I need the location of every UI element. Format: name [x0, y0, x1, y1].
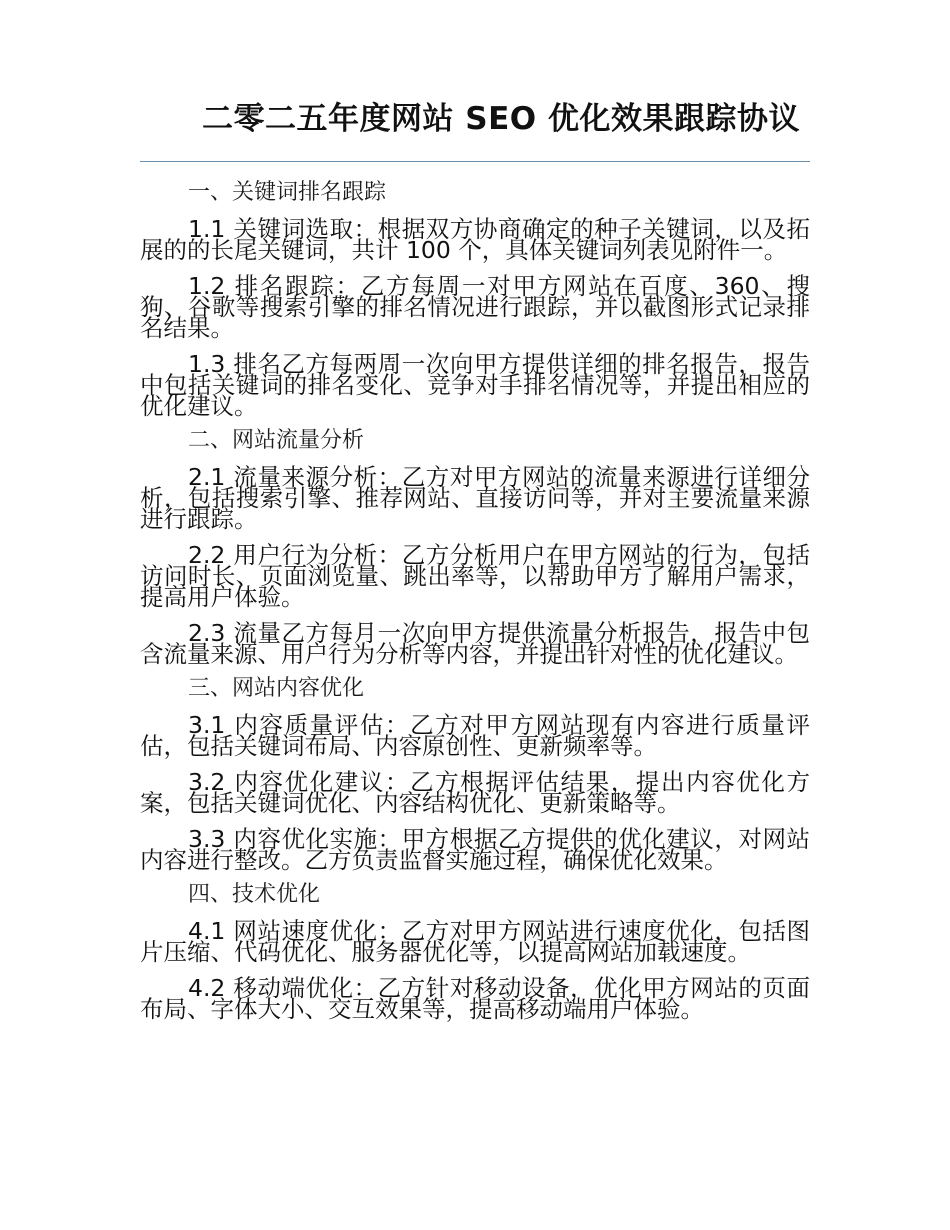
paragraph: 2.1 流量来源分析：乙方对甲方网站的流量来源进行详细分析，包括搜索引擎、推荐网站、直接访问等，并对主要流量来源进行跟踪。	[140, 463, 810, 533]
paragraph: 3.1 内容质量评估：乙方对甲方网站现有内容进行质量评估，包括关键词布局、内容原创性、更新频率等。	[140, 711, 810, 760]
section-heading: 四、技术优化	[188, 882, 321, 907]
paragraph: 1.2 排名跟踪：乙方每周一对甲方网站在百度、360、搜狗、谷歌等搜索引擎的排名情况进行跟踪，并以截图形式记录排名结果。	[140, 272, 810, 342]
paragraph: 3.2 内容优化建议：乙方根据评估结果，提出内容优化方案，包括关键词优化、内容结构优化、更新策略等。	[140, 768, 810, 817]
paragraph: 4.1 网站速度优化：乙方对甲方网站进行速度优化，包括图片压缩、代码优化、服务器优化等，以提高网站加载速度。	[140, 917, 810, 966]
paragraph: 2.3 流量乙方每月一次向甲方提供流量分析报告，报告中包含流量来源、用户行为分析等内容，并提出针对性的优化建议。	[140, 619, 810, 668]
section-heading: 二、网站流量分析	[188, 428, 365, 453]
section-content-optimization	[140, 674, 810, 873]
paragraph: 4.2 移动端优化：乙方针对移动设备，优化甲方网站的页面布局、字体大小、交互效果等，提高移动端用户体验。	[140, 974, 810, 1023]
paragraph: 1.1 关键词选取：根据双方协商确定的种子关键词，以及拓展的的长尾关键词，共计 100 个，具体关键词列表见附件一。	[140, 215, 810, 264]
document-title: 二零二五年度网站 SEO 优化效果跟踪协议	[202, 101, 800, 137]
section-heading: 一、关键词排名跟踪	[188, 180, 387, 205]
section-keyword-ranking	[140, 178, 810, 419]
section-heading: 三、网站内容优化	[188, 676, 365, 701]
document-body	[140, 178, 810, 1029]
title-divider	[140, 161, 810, 162]
section-traffic-analysis	[140, 426, 810, 667]
paragraph: 3.3 内容优化实施：甲方根据乙方提供的优化建议，对网站内容进行整改。乙方负责监督实施过程，确保优化效果。	[140, 825, 810, 874]
paragraph: 2.2 用户行为分析：乙方分析用户在甲方网站的行为，包括访问时长、页面浏览量、跳出率等，以帮助甲方了解用户需求，提高用户体验。	[140, 541, 810, 611]
section-technical-optimization	[140, 880, 810, 1022]
paragraph: 1.3 排名乙方每两周一次向甲方提供详细的排名报告，报告中包括关键词的排名变化、竞争对手排名情况等，并提出相应的优化建议。	[140, 350, 810, 420]
